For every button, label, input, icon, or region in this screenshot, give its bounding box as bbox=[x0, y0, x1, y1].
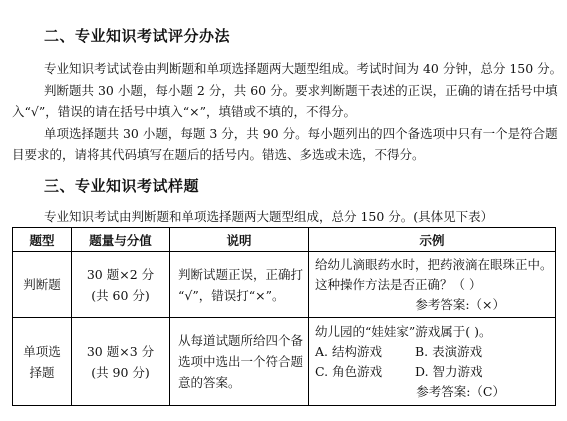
cell-type bbox=[13, 318, 72, 406]
header-type: 题型 bbox=[13, 228, 72, 252]
para-line-1: 专业知识考试试卷由判断题和单项选择题两大题型组成。考试时间为 40 分钟，总分 150 分。 bbox=[44, 61, 563, 76]
table-row-judgement bbox=[13, 252, 556, 318]
question-text: 幼儿园的“娃娃家”游戏属于( )。 bbox=[315, 323, 492, 339]
total-text: (共 90 分) bbox=[91, 364, 150, 380]
option-row bbox=[315, 342, 549, 362]
cell-example bbox=[309, 318, 556, 406]
count-text: 30 题×3 分 bbox=[86, 343, 155, 359]
option-d: D. 智力游戏 bbox=[415, 363, 483, 379]
reference-answer: 参考答案:（C） bbox=[416, 383, 505, 399]
desc-line: 判断试题正误，正确打 bbox=[178, 266, 304, 282]
option-c: C. 角色游戏 bbox=[315, 363, 383, 379]
example-line: 给幼儿滴眼药水时，把药液滴在眼珠正中。 bbox=[315, 256, 553, 272]
para-line-2: 判断题共 30 小题，每小题 2 分，共 60 分。要求判断题干表述的正误，正确的请在括号中填 bbox=[44, 83, 558, 98]
type-label: 择题 bbox=[29, 364, 55, 380]
header-desc: 说明 bbox=[170, 228, 309, 252]
type-label: 单项选 bbox=[23, 343, 61, 359]
para-line-3: 入“√”，错误的请在括号中填入“×”，填错或不填的，不得分。 bbox=[12, 104, 357, 119]
section-3-title: 三、专业知识考试样题 bbox=[44, 177, 200, 195]
table-row-single-choice bbox=[13, 318, 556, 406]
table-header-row bbox=[13, 228, 556, 252]
desc-line: 选项中选出一个符合题 bbox=[178, 354, 304, 369]
total-text: (共 60 分) bbox=[91, 287, 150, 303]
desc-line: 从每道试题所给四个备 bbox=[178, 333, 304, 348]
cell-count bbox=[72, 318, 170, 406]
option-a: A. 结构游戏 bbox=[315, 343, 382, 359]
cell-desc bbox=[170, 252, 309, 318]
sample-question-table bbox=[12, 227, 556, 406]
cell-count bbox=[72, 252, 170, 318]
option-b: B. 表演游戏 bbox=[415, 343, 483, 359]
type-label: 判断题 bbox=[23, 277, 61, 292]
para-line-5: 目要求的，请将其代码填写在题后的括号内。错选、多选或未选，不得分。 bbox=[12, 147, 425, 162]
cell-type bbox=[13, 252, 72, 318]
header-count: 题量与分值 bbox=[72, 228, 170, 252]
para-line-4: 单项选择题共 30 小题，每题 3 分，共 90 分。每小题列出的四个备选项中只有一个是符合题 bbox=[44, 126, 558, 141]
option-row bbox=[315, 362, 549, 382]
desc-line: “√”，错误打“×”。 bbox=[178, 287, 285, 303]
reference-answer: 参考答案:（×） bbox=[415, 296, 505, 312]
cell-example bbox=[309, 252, 556, 318]
desc-line: 意的答案。 bbox=[178, 375, 241, 390]
example-line: 这种操作方法是否正确？（ ） bbox=[315, 276, 482, 292]
section-2-title: 二、专业知识考试评分办法 bbox=[44, 27, 231, 45]
count-text: 30 题×2 分 bbox=[86, 266, 155, 282]
cell-desc bbox=[170, 318, 309, 406]
header-example: 示例 bbox=[309, 228, 556, 252]
section-3-intro: 专业知识考试由判断题和单项选择题两大题型组成，总分 150 分。(具体见下表） bbox=[44, 209, 494, 224]
